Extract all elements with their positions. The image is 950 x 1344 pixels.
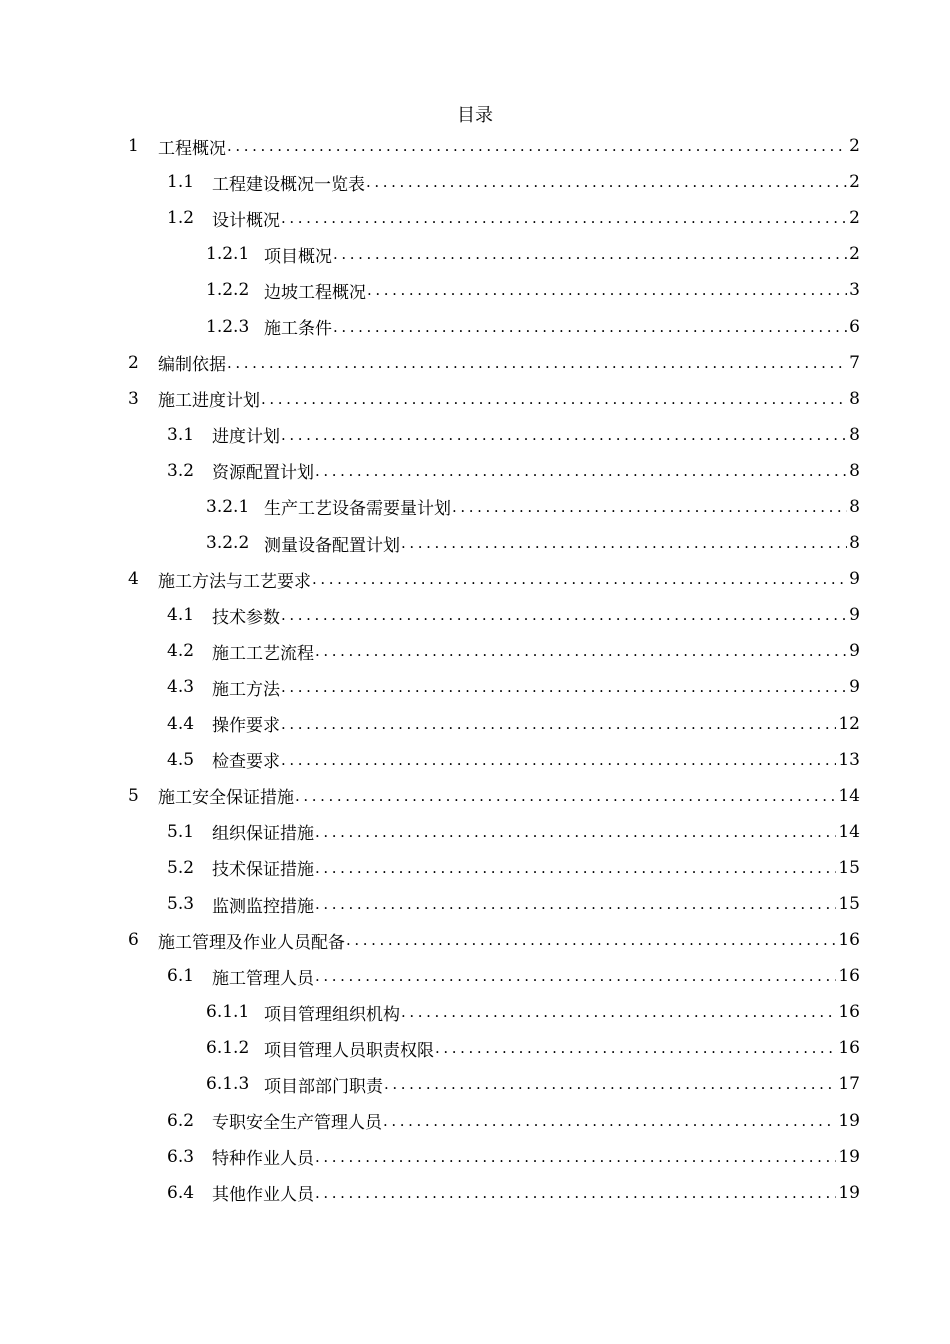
toc-entry-number: 6.1.3 (206, 1074, 250, 1095)
toc-entry-title: 施工安全保证措施 (158, 788, 294, 809)
table-of-contents (0, 128, 950, 1211)
toc-dot-leader (281, 426, 847, 444)
toc-entry-title: 测量设备配置计划 (264, 535, 400, 556)
toc-entry-title: 专职安全生产管理人员 (212, 1113, 382, 1134)
toc-entry-number: 3.2 (167, 460, 195, 481)
toc-entry-title: 施工方法与工艺要求 (158, 571, 311, 592)
toc-entry-number: 4.2 (167, 641, 195, 662)
toc-entry-title: 设计概况 (212, 210, 280, 231)
toc-entry-title: 技术参数 (212, 607, 280, 628)
toc-entry-page-number: 2 (849, 244, 860, 265)
toc-entry-number: 6.1 (167, 966, 195, 987)
toc-dot-leader (281, 606, 847, 624)
toc-entry[interactable] (0, 308, 950, 344)
toc-entry-number: 6.1.2 (206, 1038, 250, 1059)
toc-dot-leader (281, 751, 836, 769)
toc-entry-page-number: 16 (838, 1002, 860, 1023)
toc-entry-number: 4.1 (167, 605, 195, 626)
toc-dot-leader (346, 931, 836, 949)
toc-entry-title: 资源配置计划 (212, 463, 314, 484)
toc-entry[interactable] (0, 453, 950, 489)
toc-entry-number: 6.1.1 (206, 1002, 250, 1023)
toc-entry-title: 施工进度计划 (158, 391, 260, 412)
toc-entry-number: 1.2.3 (206, 316, 250, 337)
toc-dot-leader (401, 534, 847, 552)
toc-entry[interactable] (0, 778, 950, 814)
toc-entry-number: 3.1 (167, 424, 195, 445)
toc-entry[interactable] (0, 1139, 950, 1175)
toc-entry[interactable] (0, 742, 950, 778)
toc-entry[interactable] (0, 706, 950, 742)
toc-dot-leader (315, 823, 836, 841)
toc-entry-page-number: 14 (838, 785, 860, 806)
toc-dot-leader (333, 318, 847, 336)
toc-entry-title: 生产工艺设备需要量计划 (264, 499, 451, 520)
toc-entry-title: 检查要求 (212, 752, 280, 773)
toc-entry-page-number: 19 (838, 1146, 860, 1167)
toc-entry-number: 6.2 (167, 1110, 195, 1131)
toc-entry-page-number: 9 (849, 569, 860, 590)
toc-entry-title: 工程概况 (158, 138, 226, 159)
toc-entry-number: 1 (128, 136, 139, 157)
toc-entry-page-number: 9 (849, 677, 860, 698)
toc-dot-leader (333, 245, 847, 263)
toc-entry[interactable] (0, 272, 950, 308)
toc-entry-title: 施工管理及作业人员配备 (158, 932, 345, 953)
toc-entry-number: 1.2.2 (206, 280, 250, 301)
toc-entry[interactable] (0, 1066, 950, 1102)
toc-entry-page-number: 16 (838, 1038, 860, 1059)
toc-entry-title: 技术保证措施 (212, 860, 314, 881)
toc-entry[interactable] (0, 922, 950, 958)
toc-entry[interactable] (0, 525, 950, 561)
toc-entry-number: 5.3 (167, 894, 195, 915)
toc-dot-leader (281, 209, 847, 227)
toc-entry-number: 6.4 (167, 1182, 195, 1203)
toc-dot-leader (384, 1075, 836, 1093)
toc-entry-title: 工程建设概况一览表 (212, 174, 365, 195)
toc-entry-number: 5.1 (167, 821, 195, 842)
toc-entry[interactable] (0, 850, 950, 886)
toc-entry-page-number: 2 (849, 208, 860, 229)
toc-entry-number: 4.5 (167, 749, 195, 770)
toc-entry-page-number: 8 (849, 496, 860, 517)
toc-entry[interactable] (0, 236, 950, 272)
toc-dot-leader (315, 1148, 836, 1166)
toc-entry-title: 其他作业人员 (212, 1185, 314, 1206)
toc-entry-page-number: 8 (849, 424, 860, 445)
toc-entry-page-number: 19 (838, 1110, 860, 1131)
toc-entry-number: 3.2.1 (206, 496, 250, 517)
toc-entry[interactable] (0, 597, 950, 633)
toc-entry[interactable] (0, 669, 950, 705)
toc-entry[interactable] (0, 128, 950, 164)
toc-entry-title: 施工条件 (264, 319, 332, 340)
toc-dot-leader (281, 715, 836, 733)
toc-dot-leader (227, 354, 847, 372)
toc-entry-page-number: 2 (849, 136, 860, 157)
toc-dot-leader (315, 895, 836, 913)
toc-entry-title: 施工方法 (212, 679, 280, 700)
toc-dot-leader (367, 281, 847, 299)
toc-entry-title: 项目管理人员职责权限 (264, 1040, 434, 1061)
toc-dot-leader (366, 173, 847, 191)
toc-dot-leader (401, 1003, 836, 1021)
toc-dot-leader (452, 498, 847, 516)
toc-entry[interactable] (0, 886, 950, 922)
toc-entry-page-number: 12 (838, 713, 860, 734)
toc-entry-title: 编制依据 (158, 355, 226, 376)
toc-dot-leader (295, 787, 836, 805)
toc-entry-title: 进度计划 (212, 427, 280, 448)
toc-entry-title: 边坡工程概况 (264, 282, 366, 303)
toc-dot-leader (315, 462, 847, 480)
toc-entry[interactable] (0, 1103, 950, 1139)
toc-entry-title: 项目部部门职责 (264, 1076, 383, 1097)
toc-entry-page-number: 16 (838, 966, 860, 987)
toc-entry-title: 监测监控措施 (212, 896, 314, 917)
toc-entry-number: 3 (128, 388, 139, 409)
toc-entry[interactable] (0, 994, 950, 1030)
toc-entry-title: 施工管理人员 (212, 968, 314, 989)
toc-entry[interactable] (0, 381, 950, 417)
toc-dot-leader (312, 570, 847, 588)
toc-entry-page-number: 3 (849, 280, 860, 301)
toc-entry-number: 4 (128, 569, 139, 590)
toc-entry[interactable] (0, 1175, 950, 1211)
toc-entry-page-number: 14 (838, 821, 860, 842)
toc-entry-number: 4.4 (167, 713, 195, 734)
toc-entry[interactable] (0, 345, 950, 381)
toc-dot-leader (383, 1112, 836, 1130)
toc-dot-leader (261, 390, 847, 408)
toc-title: 目录 (457, 105, 493, 126)
toc-entry[interactable] (0, 633, 950, 669)
toc-entry-page-number: 8 (849, 460, 860, 481)
toc-entry-number: 1.2 (167, 208, 195, 229)
toc-dot-leader (315, 859, 836, 877)
toc-entry[interactable] (0, 1030, 950, 1066)
toc-entry-number: 5 (128, 785, 139, 806)
toc-dot-leader (435, 1039, 836, 1057)
toc-dot-leader (315, 642, 847, 660)
toc-entry-title: 项目管理组织机构 (264, 1004, 400, 1025)
toc-entry-page-number: 2 (849, 172, 860, 193)
toc-entry-number: 4.3 (167, 677, 195, 698)
toc-entry-page-number: 7 (849, 352, 860, 373)
toc-entry-page-number: 9 (849, 605, 860, 626)
toc-entry[interactable] (0, 814, 950, 850)
toc-entry-page-number: 17 (838, 1074, 860, 1095)
toc-entry-page-number: 6 (849, 316, 860, 337)
toc-entry[interactable] (0, 489, 950, 525)
toc-entry-page-number: 9 (849, 641, 860, 662)
toc-entry-number: 5.2 (167, 857, 195, 878)
toc-dot-leader (315, 1184, 836, 1202)
toc-entry-title: 特种作业人员 (212, 1149, 314, 1170)
toc-entry-number: 1.1 (167, 172, 195, 193)
toc-entry-number: 3.2.2 (206, 533, 250, 554)
toc-entry-number: 2 (128, 352, 139, 373)
toc-entry[interactable] (0, 200, 950, 236)
toc-entry[interactable] (0, 164, 950, 200)
toc-dot-leader (227, 137, 847, 155)
toc-entry-page-number: 13 (838, 749, 860, 770)
toc-entry[interactable] (0, 561, 950, 597)
toc-entry-number: 6.3 (167, 1146, 195, 1167)
toc-entry-title: 项目概况 (264, 246, 332, 267)
toc-entry-title: 施工工艺流程 (212, 643, 314, 664)
toc-entry-title: 组织保证措施 (212, 824, 314, 845)
toc-entry-number: 1.2.1 (206, 244, 250, 265)
toc-entry[interactable] (0, 958, 950, 994)
toc-entry[interactable] (0, 417, 950, 453)
toc-entry-page-number: 15 (838, 857, 860, 878)
toc-entry-title: 操作要求 (212, 716, 280, 737)
toc-entry-page-number: 8 (849, 533, 860, 554)
toc-entry-page-number: 16 (838, 930, 860, 951)
toc-entry-page-number: 8 (849, 388, 860, 409)
toc-entry-number: 6 (128, 930, 139, 951)
toc-entry-page-number: 15 (838, 894, 860, 915)
toc-dot-leader (281, 678, 847, 696)
toc-dot-leader (315, 967, 836, 985)
toc-entry-page-number: 19 (838, 1182, 860, 1203)
